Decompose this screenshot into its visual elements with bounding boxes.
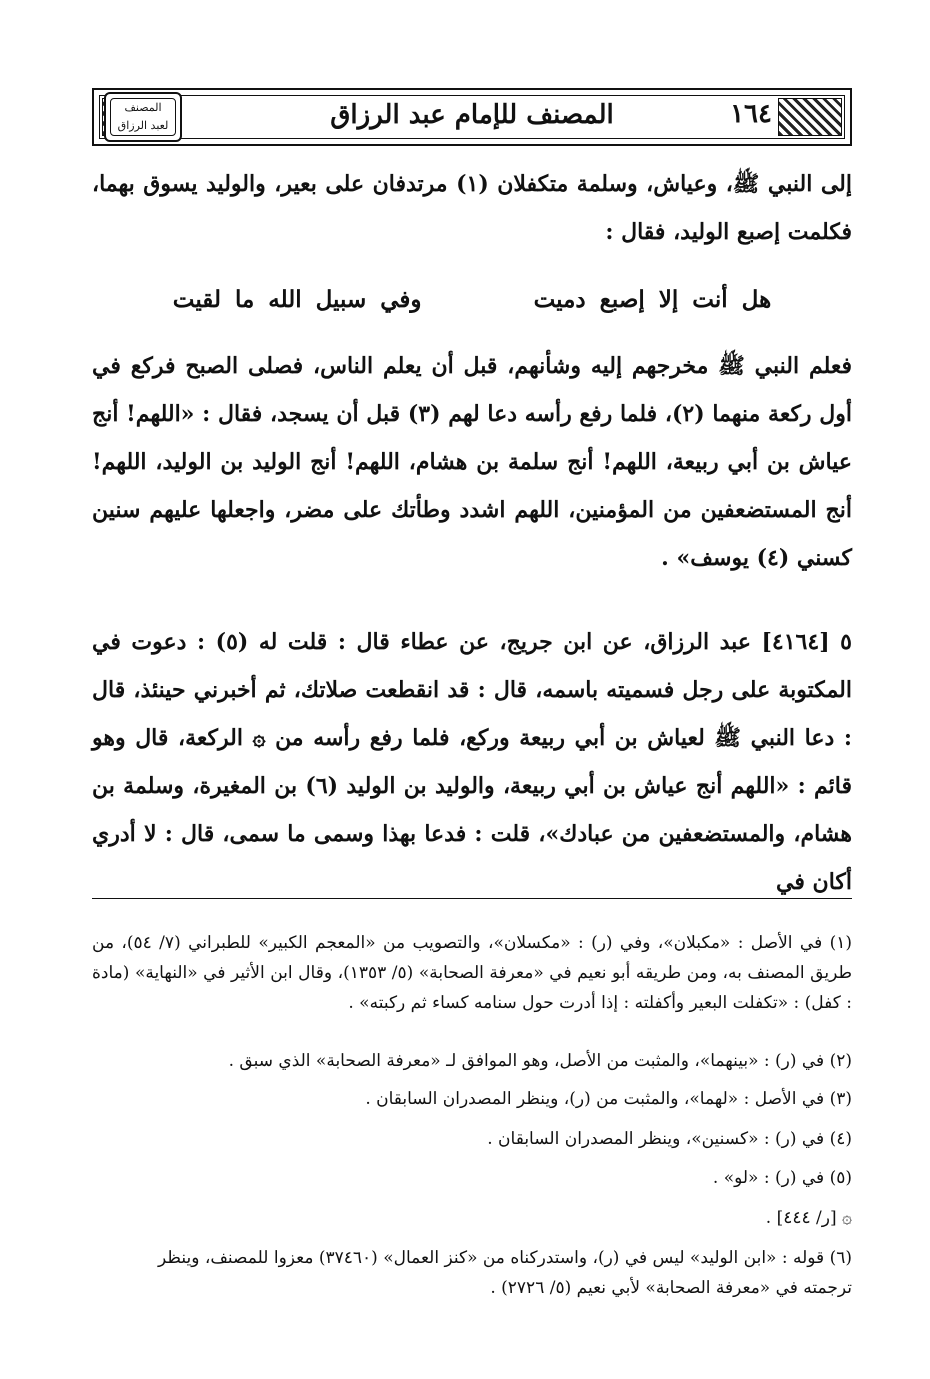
poem-hemistich-left: وفي سبيل الله ما لقيت [172, 286, 422, 313]
paragraph-1: إلى النبي ﷺ، وعياش، وسلمة متكفلان (١) مرتدفان على بعير، والوليد يسوق بهما، فكلمت إصبع الوليد، فقال : [92, 171, 853, 245]
paragraph-2: فعلم النبي ﷺ مخرجهم إليه وشأنهم، قبل أن يعلم الناس، فصلى الصبح فركع في أول ركعة منهما (٢)، فلما رفع رأسه دعا لهم (٣) قبل أن يسجد، فقال : «اللهم! أنج عياش بن أبي ربيعة، اللهم! أنج سلمة بن هشام، اللهم! أنج الوليد بن الوليد، اللهم! أنج المستضعفين من المؤمنين، اللهم اشدد وطأتك على مضر، واجعلها عليهم سنين كسني (٤) يوسف» . [92, 353, 852, 571]
poem-verse [92, 286, 852, 313]
seal-line2: لعبد الرزاق [117, 119, 169, 132]
page-number: ١٦٤ [730, 99, 772, 129]
footnote-divider [92, 898, 852, 899]
poem-hemistich-right: هل أنت إلا إصبع دميت [533, 286, 772, 313]
paragraph-3: ٥ [٤١٦٤] عبد الرزاق، عن ابن جريج، عن عطاء قال : قلت له (٥) : دعوت في المكتوبة على رجل فسميته باسمه، قال : قد انقطعت صلاتك، ثم أخبرني حينئذ، قال : دعا النبي ﷺ لعياش بن أبي ربيعة وركع، فلما رفع رأسه من ۞ الركعة، قال وهو قائم : «اللهم أنج عياش بن أبي ربيعة، والوليد بن الوليد (٦) بن المغيرة، وسلمة بن هشام، والمستضعفين من عبادك»، قلت : فدعا بهذا وسمى ما سمى، قال : لا أدري أكان في [92, 629, 852, 895]
footnote-6-line2: ترجمته في «معرفة الصحابة» لأبي نعيم (٥/ ٢٧٢٦) . [490, 1278, 852, 1298]
footnote-4: (٤) في (ر) : «كسنين»، وينظر المصدران السابقان . [487, 1129, 852, 1149]
manuscript-page-ref: ۞ [ر/ ٤٤٤] . [765, 1208, 852, 1228]
footnote-2: (٢) في (ر) : «بينهما»، والمثبت من الأصل، وهو الموافق لـ «معرفة الصحابة» الذي سبق . [228, 1051, 852, 1071]
book-seal-logo [104, 92, 182, 142]
footnote-6-line1: (٦) قوله : «ابن الوليد» ليس في (ر)، واستدركناه من «كنز العمال» (٣٧٤٦٠) معزوا للمصنف، وينظر [158, 1248, 852, 1268]
seal-line1: المصنف [124, 101, 162, 114]
page-header [92, 88, 852, 146]
ornament-right-icon [778, 98, 842, 136]
footnote-5: (٥) في (ر) : «لو» . [712, 1168, 852, 1188]
footnote-1: (١) في الأصل : «مكبلان»، وفي (ر) : «مكسلان»، والتصويب من «المعجم الكبير» للطبراني (٧/ ٥٤)، من طريق المصنف به، ومن طريقه أبو نعيم في «معرفة الصحابة» (٥/ ١٣٥٣)، وقال ابن الأثير في «النهاية» (مادة : كفل) : «تكفلت البعير وأكفلته : إذا أدرت حول سنامه كساء ثم ركبته» . [92, 933, 852, 1013]
footnote-3: (٣) في الأصل : «لهما»، والمثبت من (ر)، وينظر المصدران السابقان . [365, 1089, 852, 1109]
running-title: المصنف للإمام عبد الرزاق [330, 100, 614, 130]
footnote-6 [92, 1243, 852, 1303]
